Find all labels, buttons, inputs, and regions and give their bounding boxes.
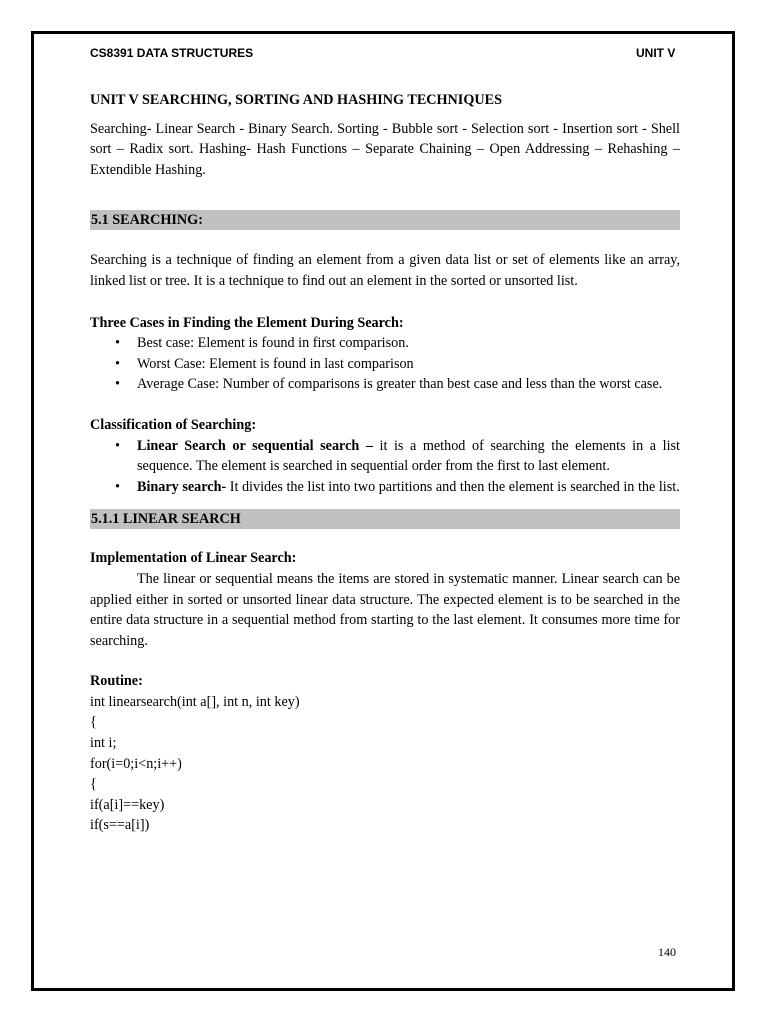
section-heading-searching: 5.1 SEARCHING: [90, 210, 680, 230]
code-line: if(s==a[i]) [90, 817, 150, 834]
code-block [90, 692, 680, 836]
list-item: • Worst Case: Element is found in last comparison [137, 354, 680, 375]
unit-title: UNIT V SEARCHING, SORTING AND HASHING TECHNIQUES [90, 92, 502, 108]
code-line: for(i=0;i<n;i++) [90, 755, 182, 772]
list-item: • Average Case: Number of comparisons is greater than best case and less than the worst case. [137, 374, 680, 395]
page-number: 140 [658, 945, 676, 959]
classification-desc: It divides the list into two partitions and then the element is searched in the list. [226, 478, 680, 495]
page-content [90, 90, 680, 836]
classification-term: Linear Search or sequential search – [137, 437, 373, 454]
header-unit: UNIT V [636, 46, 676, 60]
classification-heading: Classification of Searching: [90, 416, 257, 433]
routine-heading: Routine: [90, 673, 143, 690]
syllabus-text: Searching- Linear Search - Binary Search. Sorting - Bubble sort - Selection sort - Insertion sort - Shell sort – Radix sort. Hashing- Hash Functions – Separate Chaining – Open Addressing – Rehashing – Extendible Hashing. [90, 120, 680, 178]
list-item [115, 436, 680, 477]
bullet-icon: • [115, 355, 120, 372]
header-course: CS8391 DATA STRUCTURES [90, 46, 254, 60]
bullet-icon: • [115, 335, 120, 352]
classification-term: Binary search- [137, 478, 227, 495]
implementation-heading: Implementation of Linear Search: [90, 550, 297, 567]
code-line: { [90, 776, 97, 793]
code-line: int linearsearch(int a[], int n, int key) [90, 693, 300, 710]
code-line: int i; [90, 735, 117, 752]
bullet-icon: • [115, 376, 120, 393]
classification-desc: it is a method of searching the elements in a list sequence. The element is searched in sequential order from the first to last element. [137, 437, 680, 475]
list-item: • Best case: Element is found in first comparison. [137, 333, 680, 354]
list-item [115, 477, 680, 498]
section-heading-linear-search: 5.1.1 LINEAR SEARCH [90, 509, 680, 529]
cases-heading: Three Cases in Finding the Element During Search: [90, 314, 404, 331]
searching-intro: Searching is a technique of finding an element from a given data list or set of elements like an array, linked list or tree. It is a technique to find out an element in the sorted or unsorted list. [90, 252, 680, 289]
classification-list [90, 436, 680, 498]
code-line: { [90, 714, 97, 731]
bullet-icon: • [115, 478, 120, 495]
code-line: if(a[i]==key) [90, 796, 165, 813]
cases-list [90, 333, 680, 395]
implementation-text: The linear or sequential means the items are stored in systematic manner. Linear search can be applied either in sorted or unsorted linear data structure. The expected element is to be searched in the entire data structure in a sequential method from starting to the last element. It consumes more time for searching. [90, 570, 680, 649]
bullet-icon: • [115, 437, 120, 454]
